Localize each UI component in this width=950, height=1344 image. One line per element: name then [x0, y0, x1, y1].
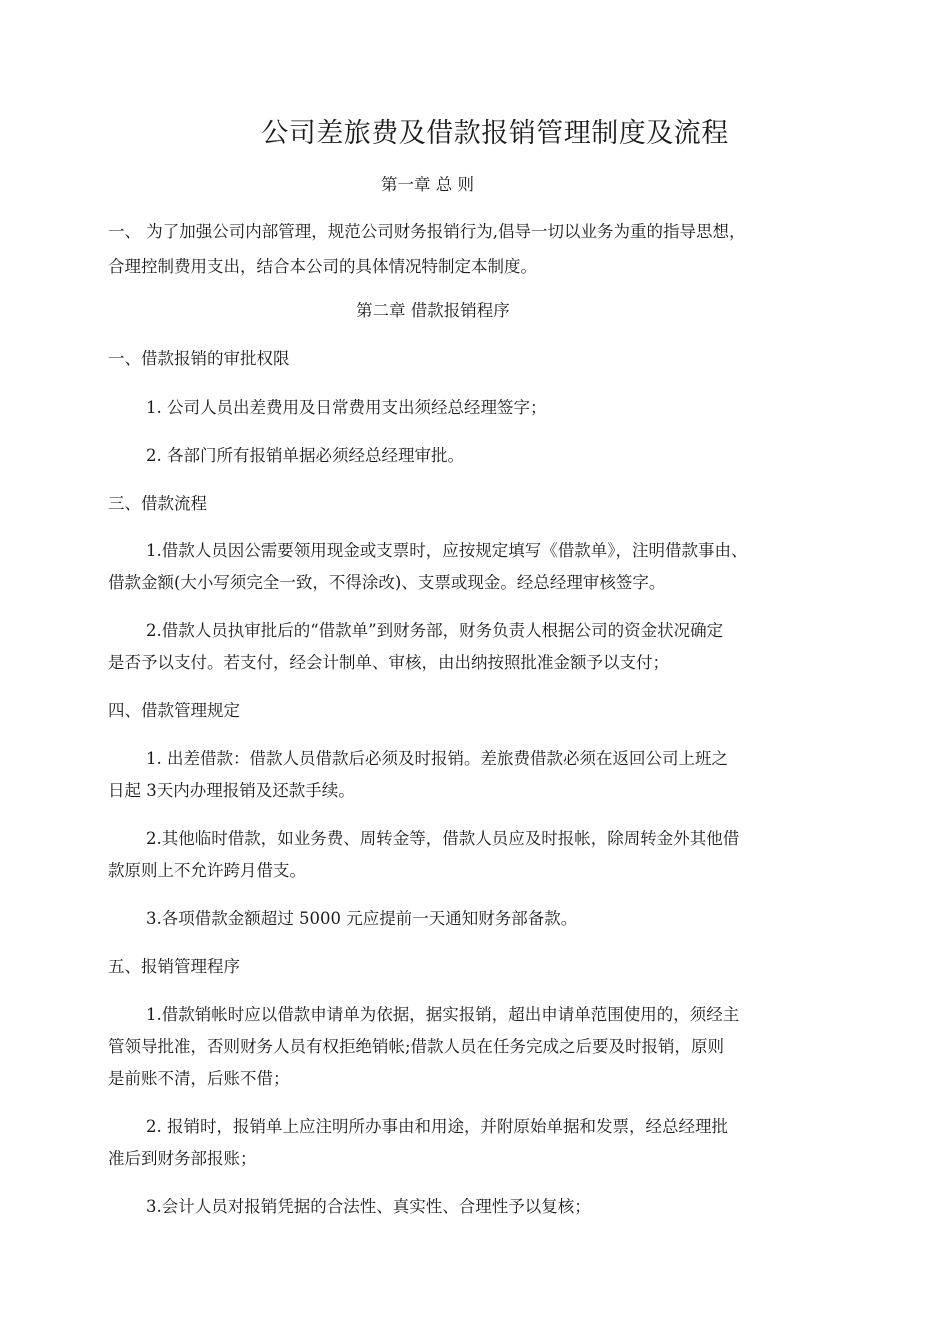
section-4-item-3: 3.各项借款金额超过 5000 元应提前一天通知财务部备款。: [146, 909, 578, 928]
section-5-item-1-line-2: 管领导批准，否则财务人员有权拒绝销帐;借款人员在任务完成之后要及时报销，原则: [108, 1037, 725, 1056]
section-5-item-3: 3.会计人员对报销凭据的合法性、真实性、合理性予以复核；: [146, 1197, 591, 1216]
section-5-item-1-line-1: 1.借款销帐时应以借款申请单为依据，据实报销，超出申请单范围使用的，须经主: [146, 1005, 740, 1024]
chapter-1-paragraph-line-1: 一、 为了加强公司内部管理，规范公司财务报销行为,倡导一切以业务为重的指导思想，: [108, 222, 746, 241]
section-3-heading: 三、借款流程: [108, 494, 207, 513]
section-5-item-2-line-2: 准后到财务部报账；: [108, 1149, 257, 1168]
section-4-item-1-line-2: 日起 3天内办理报销及还款手续。: [108, 781, 355, 800]
section-5-item-2-line-1: 2. 报销时，报销单上应注明所办事由和用途，并附原始单据和发票，经总经理批: [146, 1117, 728, 1136]
section-1-item-2: 2. 各部门所有报销单据必须经总经理审批。: [146, 446, 464, 465]
section-1-heading: 一、借款报销的审批权限: [108, 349, 290, 368]
section-1-item-1: 1. 公司人员出差费用及日常费用支出须经总经理签字；: [146, 398, 547, 417]
section-5-item-1-line-3: 是前账不清，后账不借；: [108, 1069, 290, 1088]
section-4-item-2-line-1: 2.其他临时借款，如业务费、周转金等，借款人员应及时报帐，除周转金外其他借: [146, 829, 740, 848]
section-3-item-1-line-2: 借款金额(大小写须完全一致，不得涂改)、支票或现金。经总经理审核签字。: [108, 573, 666, 592]
section-4-heading: 四、借款管理规定: [108, 701, 240, 720]
section-5-heading: 五、报销管理程序: [108, 957, 240, 976]
chapter-1-heading: 第一章 总 则: [381, 175, 474, 194]
document-title: 公司差旅费及借款报销管理制度及流程: [261, 118, 729, 149]
section-4-item-2-line-2: 款原则上不允许跨月借支。: [108, 861, 306, 880]
section-3-item-2-line-2: 是否予以支付。若支付，经会计制单、审核，由出纳按照批准金额予以支付；: [108, 653, 669, 672]
section-4-item-1-line-1: 1. 出差借款：借款人员借款后必须及时报销。差旅费借款必须在返回公司上班之: [146, 749, 728, 768]
section-3-item-1-line-1: 1.借款人员因公需要领用现金或支票时，应按规定填写《借款单》，注明借款事由、: [146, 541, 748, 560]
section-3-item-2-line-1: 2.借款人员执审批后的“借款单”到财务部，财务负责人根据公司的资金状况确定: [146, 621, 724, 640]
chapter-1-paragraph-line-2: 合理控制费用支出，结合本公司的具体情况特制定本制度。: [108, 257, 537, 276]
chapter-2-heading: 第二章 借款报销程序: [356, 301, 510, 320]
